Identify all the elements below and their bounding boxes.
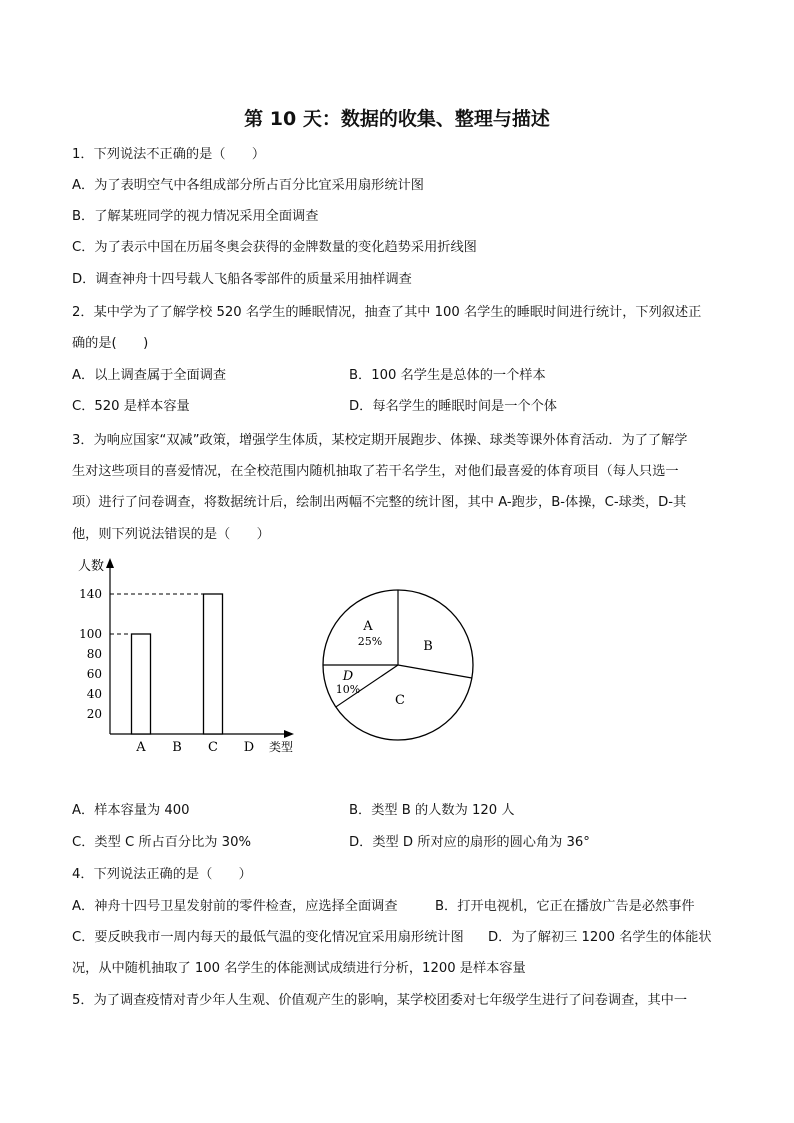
q3-stem-line-4: 他，则下列说法错误的是（ ）: [72, 527, 270, 542]
q2-option-b: B．100 名学生是总体的一个样本: [349, 368, 546, 383]
q2-stem-line-2: 确的是( ): [72, 336, 149, 351]
q4-option-b: B．打开电视机，它正在播放广告是必然事件: [435, 899, 695, 914]
page-title: 第 10 天：数据的收集、整理与描述: [244, 108, 550, 130]
q1-stem: 1．下列说法不正确的是（ ）: [72, 147, 266, 162]
q3-stem-line-2: 生对这些项目的喜爱情况，在全校范围内随机抽取了若干名学生，对他们最喜爱的体育项目（每人只选一: [72, 464, 679, 479]
q2-stem-line-1: 2．某中学为了了解学校 520 名学生的睡眠情况，抽查了其中 100 名学生的睡眠时间进行统计，下列叙述正: [72, 305, 702, 320]
bar-C: [204, 594, 223, 734]
bar-chart-y-arrow: [106, 558, 114, 568]
bar-chart-category-label: B: [172, 740, 182, 755]
pie-chart: [318, 588, 478, 748]
bar-chart-category-label: A: [136, 740, 146, 755]
q2-option-d: D．每名学生的睡眠时间是一个个体: [349, 399, 557, 414]
q3-stem-line-3: 项）进行了问卷调查，将数据统计后，绘制出两幅不完整的统计图，其中 A-跑步，B-体操，C-球类，D-其: [72, 495, 687, 510]
pie-label-A: A: [363, 619, 373, 634]
bar-chart-ytick-label: 80: [86, 647, 102, 661]
q1-option-a: A．为了表明空气中各组成部分所占百分比宜采用扇形统计图: [72, 178, 424, 193]
bar-chart-category-label: D: [243, 740, 255, 755]
q4-stem: 4．下列说法正确的是（ ）: [72, 867, 252, 882]
bar-chart-ytick-label: 20: [86, 707, 102, 721]
bar-chart-ytick-label: 60: [86, 667, 102, 681]
q5-stem-line-1: 5．为了调查疫情对青少年人生观、价值观产生的影响，某学校团委对七年级学生进行了问卷调查，其中一: [72, 993, 688, 1008]
q4-option-d-line-1: D．为了解初三 1200 名学生的体能状: [488, 930, 712, 945]
bar-chart-x-arrow: [284, 730, 294, 738]
q4-option-a: A．神舟十四号卫星发射前的零件检查，应选择全面调查: [72, 899, 398, 914]
bar-chart: [70, 552, 310, 762]
bar-chart-ytick-label: 140: [79, 587, 102, 601]
q1-option-c: C．为了表示中国在历届冬奥会获得的金牌数量的变化趋势采用折线图: [72, 240, 477, 255]
q2-option-a: A．以上调查属于全面调查: [72, 368, 227, 383]
q2-option-c: C．520 是样本容量: [72, 399, 190, 414]
pie-label-D: D: [342, 669, 354, 684]
bar-chart-ytick-label: 40: [86, 687, 102, 701]
q3-option-c: C．类型 C 所占百分比为 30%: [72, 835, 251, 850]
bar-chart-category-label: C: [208, 740, 218, 755]
bar-chart-xlabel: 类型: [269, 740, 294, 754]
q1-option-b: B．了解某班同学的视力情况采用全面调查: [72, 209, 319, 224]
bar-chart-ytick-label: 100: [79, 627, 102, 641]
pie-label-C: C: [395, 693, 405, 708]
q4-option-c: C．要反映我市一周内每天的最低气温的变化情况宜采用扇形统计图: [72, 930, 464, 945]
bar-chart-ylabel: 人数: [78, 559, 105, 574]
q3-option-d: D．类型 D 所对应的扇形的圆心角为 36°: [349, 835, 590, 850]
q1-option-d: D．调查神舟十四号载人飞船各零部件的质量采用抽样调查: [72, 272, 412, 287]
q3-option-b: B．类型 B 的人数为 120 人: [349, 803, 515, 818]
bar-A: [132, 634, 151, 734]
q4-option-d-line-2: 况，从中随机抽取了 100 名学生的体能测试成绩进行分析，1200 是样本容量: [72, 961, 526, 976]
pie-label-B: B: [423, 639, 433, 654]
pie-percent-D: 10%: [335, 683, 361, 696]
pie-percent-A: 25%: [357, 635, 383, 648]
q3-stem-line-1: 3．为响应国家“双减”政策，增强学生体质，某校定期开展跑步、体操、球类等课外体育活动．为了了解学: [72, 433, 688, 448]
q3-option-a: A．样本容量为 400: [72, 803, 190, 818]
